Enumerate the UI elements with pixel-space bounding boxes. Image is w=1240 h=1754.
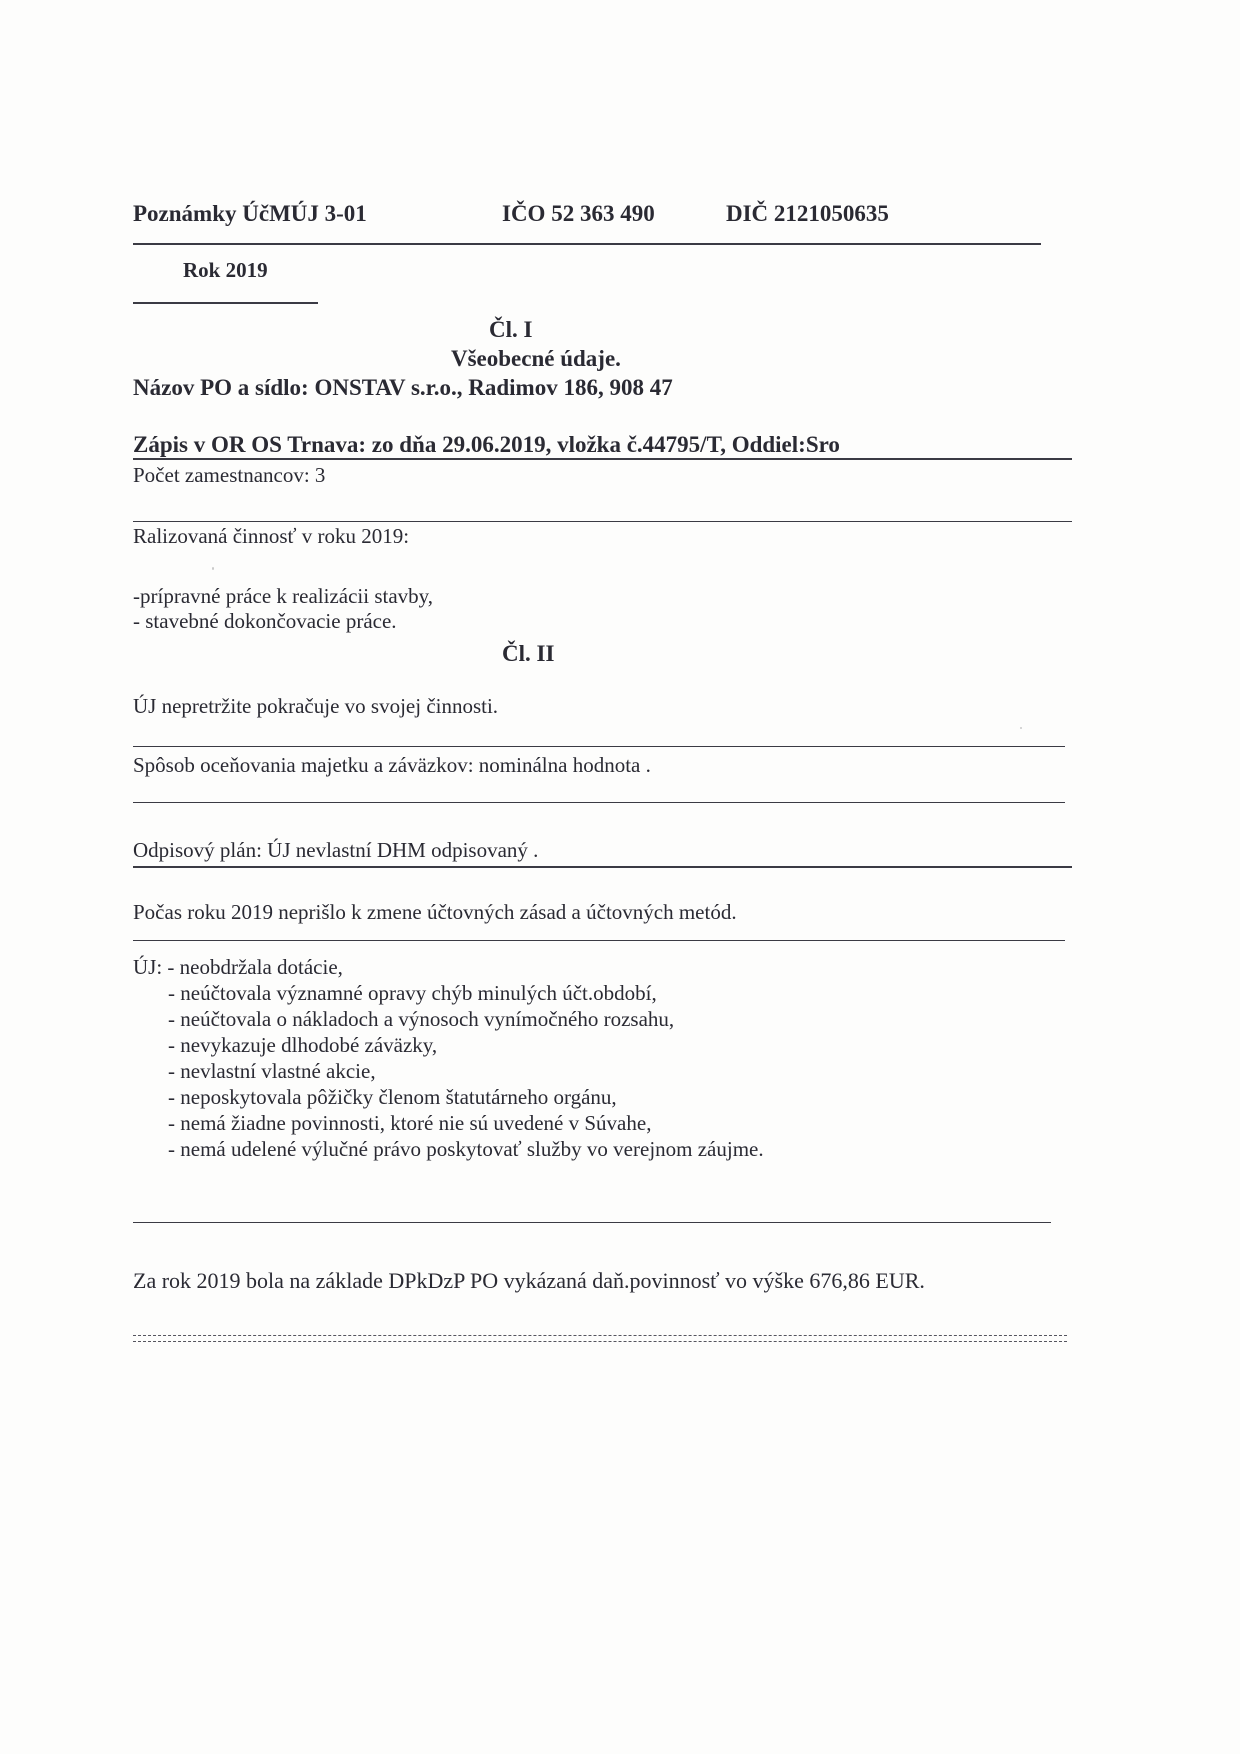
- article-1-heading: Čl. I: [489, 317, 533, 342]
- section-rule-5: [133, 940, 1065, 941]
- document-title: Poznámky ÚčMÚJ 3-01: [133, 201, 367, 226]
- uj-statement-item: - nevlastní vlastné akcie,: [168, 1059, 376, 1083]
- register-entry: Zápis v OR OS Trnava: zo dňa 29.06.2019, vložka č.44795/T, Oddiel:Sro: [133, 432, 840, 457]
- company-name-address: Názov PO a sídlo: ONSTAV s.r.o., Radimov 186, 908 47: [133, 375, 673, 400]
- tax-liability-statement: Za rok 2019 bola na základe DPkDzP PO vykázaná daň.povinnosť vo výške 676,86 EUR.: [133, 1268, 925, 1293]
- register-rule: [133, 458, 1072, 460]
- section-rule-6: [133, 1222, 1051, 1223]
- uj-statement-item: - neposkytovala pôžičky členom štatutárneho orgánu,: [168, 1085, 617, 1109]
- uj-statement-item: - nevykazuje dlhodobé záväzky,: [168, 1033, 438, 1057]
- dic-number: DIČ 2121050635: [726, 201, 889, 226]
- scan-speck: [1020, 727, 1022, 729]
- section-rule-2: [133, 746, 1065, 747]
- article-1-subheading: Všeobecné údaje.: [451, 346, 621, 371]
- uj-statement-item: - neúčtovala významné opravy chýb minulých účt.období,: [168, 981, 657, 1005]
- depreciation-plan: Odpisový plán: ÚJ nevlastní DHM odpisovaný .: [133, 838, 539, 862]
- valuation-method: Spôsob oceňovania majetku a záväzkov: nominálna hodnota .: [133, 753, 651, 777]
- scan-speck: [212, 567, 214, 570]
- employee-count: Počet zamestnancov: 3: [133, 463, 326, 487]
- section-rule-3: [133, 802, 1065, 803]
- year-underline: [133, 302, 318, 304]
- report-year: Rok 2019: [183, 258, 268, 282]
- ico-number: IČO 52 363 490: [502, 201, 655, 226]
- uj-statement-intro: ÚJ: - neobdržala dotácie,: [133, 955, 343, 979]
- section-rule-1: [133, 521, 1072, 522]
- header-rule: [133, 243, 1041, 245]
- activity-heading: Ralizovaná činnosť v roku 2019:: [133, 524, 410, 548]
- section-rule-4: [133, 866, 1072, 868]
- closing-double-rule: [133, 1335, 1067, 1342]
- article-2-heading: Čl. II: [502, 641, 555, 666]
- activity-item: - stavebné dokončovacie práce.: [133, 609, 397, 633]
- accounting-change-statement: Počas roku 2019 neprišlo k zmene účtovných zásad a účtovných metód.: [133, 900, 737, 924]
- uj-statement-item: - nemá udelené výlučné právo poskytovať služby vo verejnom záujme.: [168, 1137, 764, 1161]
- uj-statement-item: - nemá žiadne povinnosti, ktoré nie sú uvedené v Súvahe,: [168, 1111, 652, 1135]
- uj-statement-item: - neúčtovala o nákladoch a výnosoch vynímočného rozsahu,: [168, 1007, 675, 1031]
- activity-item: -prípravné práce k realizácii stavby,: [133, 584, 434, 608]
- continuity-statement: ÚJ nepretržite pokračuje vo svojej činnosti.: [133, 694, 499, 718]
